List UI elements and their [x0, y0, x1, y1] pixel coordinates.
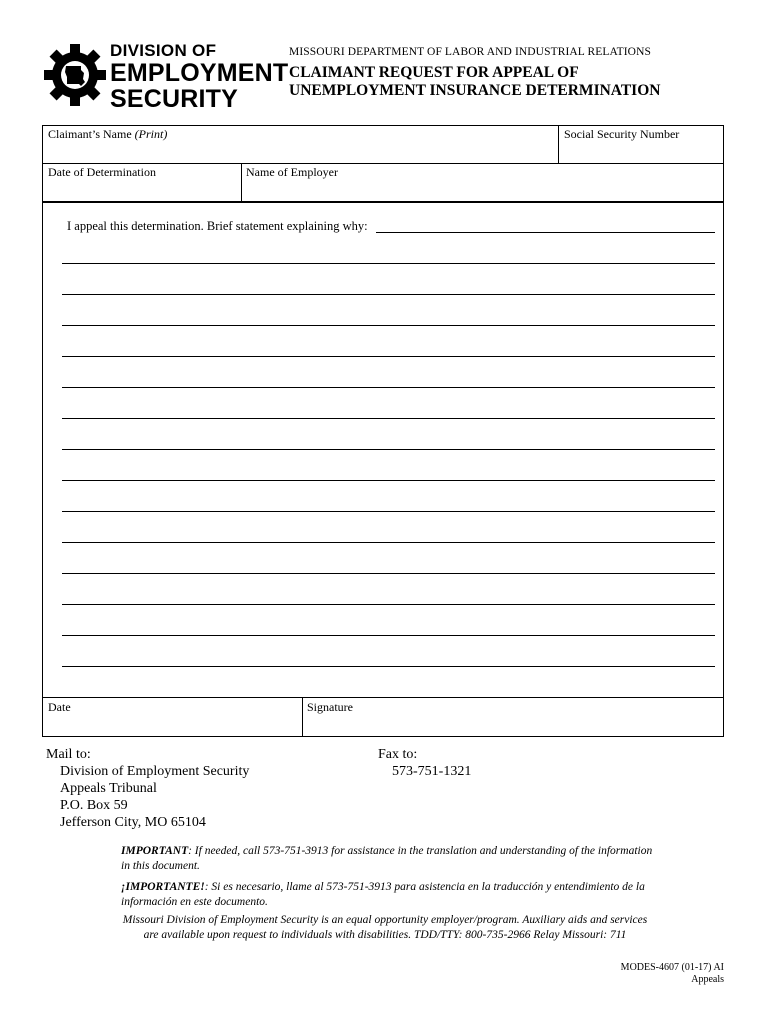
logo-line-3: SECURITY: [110, 85, 239, 113]
fax-to: [378, 746, 471, 780]
date-field[interactable]: [48, 700, 71, 715]
logo-line-2: EMPLOYMENT: [110, 59, 289, 87]
form-number: [621, 962, 724, 986]
eeo-statement: [60, 913, 710, 943]
statement-line[interactable]: [62, 325, 715, 326]
employer-divider: [241, 163, 242, 201]
mail-heading: Mail to:: [46, 747, 91, 762]
form-number-code: MODES-4607 (01-17) AI: [620, 962, 724, 973]
mail-line-3: P.O. Box 59: [60, 798, 128, 813]
row-divider-3: [42, 697, 724, 698]
statement-line[interactable]: [62, 449, 715, 450]
employer-name-field[interactable]: [246, 165, 338, 180]
statement-line[interactable]: [62, 387, 715, 388]
ssn-divider: [558, 125, 559, 163]
claimant-name-field[interactable]: [48, 127, 167, 142]
form-title-line-1: CLAIMANT REQUEST FOR APPEAL OF: [289, 64, 579, 81]
mail-line-1: Division of Employment Security: [60, 764, 250, 779]
statement-line[interactable]: [62, 604, 715, 605]
ssn-label: Social Security Number: [564, 127, 680, 141]
statement-line[interactable]: [62, 480, 715, 481]
important-label: IMPORTANT: [121, 845, 189, 857]
employer-name-label: Name of Employer: [246, 165, 338, 179]
fax-number: 573-751-1321: [392, 764, 472, 779]
agency-logo-text: [110, 42, 288, 112]
statement-line-first[interactable]: [376, 232, 715, 233]
date-of-determination-field[interactable]: [48, 165, 156, 180]
mail-line-2: Appeals Tribunal: [60, 781, 157, 796]
statement-line[interactable]: [62, 263, 715, 264]
appeal-statement-prompt: I appeal this determination. Brief statement explaining why:: [67, 219, 368, 233]
statement-line[interactable]: [62, 542, 715, 543]
statement-line[interactable]: [62, 418, 715, 419]
statement-line[interactable]: [62, 356, 715, 357]
statement-line[interactable]: [62, 573, 715, 574]
date-label: Date: [48, 700, 71, 714]
logo-line-1: DIVISION OF: [110, 41, 217, 60]
row-divider-1: [42, 163, 724, 164]
important-text: : If needed, call 573-751-3913 for assistance in the translation and understanding of the information in this document.: [121, 845, 653, 872]
claimant-name-label: Claimant’s Name: [48, 127, 132, 141]
statement-line[interactable]: [62, 294, 715, 295]
signature-divider: [302, 697, 303, 737]
form-title-line-2: UNEMPLOYMENT INSURANCE DETERMINATION: [289, 82, 661, 99]
signature-label: Signature: [307, 700, 353, 714]
importante-label: ¡IMPORTANTE!: [121, 881, 205, 893]
form-number-department: Appeals: [691, 974, 724, 985]
statement-line[interactable]: [62, 635, 715, 636]
statement-line[interactable]: [62, 511, 715, 512]
appeal-form-box: [42, 125, 724, 737]
department-name: MISSOURI DEPARTMENT OF LABOR AND INDUSTRIAL RELATIONS: [289, 46, 651, 58]
important-notices: [121, 844, 661, 916]
mail-line-4: Jefferson City, MO 65104: [60, 815, 206, 830]
eeo-line-1: Missouri Division of Employment Security is an equal opportunity employer/program. Auxiliary aids and services: [122, 914, 648, 926]
important-notice-en: [121, 844, 661, 874]
mail-to-address: [46, 746, 249, 831]
important-notice-es: [121, 880, 661, 910]
form-title: [289, 64, 660, 100]
importante-text: : Si es necesario, llame al 573-751-3913 para asistencia en la traducción y entendimiento de la información en este documento.: [121, 881, 645, 908]
fax-heading: Fax to:: [378, 747, 418, 762]
statement-line[interactable]: [62, 666, 715, 667]
claimant-name-hint: (Print): [134, 127, 168, 141]
eeo-line-2: are available upon request to individuals with disabilities. TDD/TTY: 800-735-2966 Relay Missouri: 711: [143, 929, 627, 941]
date-of-determination-label: Date of Determination: [48, 165, 156, 179]
gear-logo-icon: [44, 44, 106, 106]
signature-field[interactable]: [307, 700, 353, 715]
row-divider-2: [42, 201, 724, 203]
ssn-field[interactable]: [564, 127, 679, 142]
